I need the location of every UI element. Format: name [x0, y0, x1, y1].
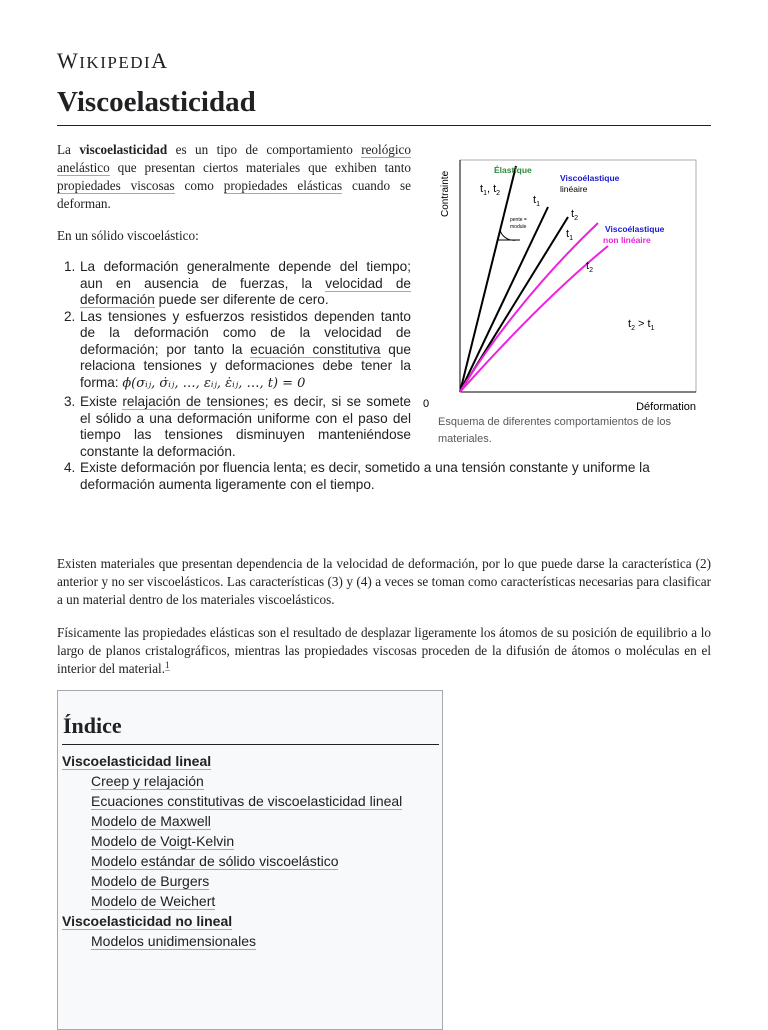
- t-sub: 1: [483, 190, 487, 197]
- toc-item-label: Modelo estándar de sólido viscoelástico: [91, 853, 339, 869]
- toc-item[interactable]: [62, 931, 440, 951]
- link-propiedades-elasticas[interactable]: propiedades elásticas: [223, 178, 343, 193]
- list-number: 3.: [64, 394, 76, 409]
- toc-list: [62, 751, 440, 951]
- toc-item-label: Modelos unidimensionales: [91, 933, 256, 949]
- y-axis-label: Contrainte: [440, 170, 451, 217]
- t-sub: 2: [631, 325, 635, 332]
- wikipedia-logo[interactable]: [57, 48, 169, 74]
- slope-label-1: pente =: [510, 217, 527, 223]
- elastic-label: Élastique: [494, 165, 532, 175]
- reference-link[interactable]: 1: [165, 659, 170, 670]
- link-propiedades-viscosas[interactable]: propiedades viscosas: [57, 178, 175, 193]
- toc-item-label: Modelo de Weichert: [91, 893, 216, 909]
- origin-label: 0: [423, 398, 430, 410]
- body-paragraph: Existen materiales que presentan dependencia de la velocidad de deformación, por lo que puede darse la característica (2) anterior y no ser viscoelásticos. Las características (3) y (4) a veces se toman como características necesarias para clasificar a un material dentro de los materiales viscoelásticos.: [57, 556, 711, 607]
- list-number: 1.: [64, 259, 76, 274]
- time-relation-label: $t_2 > t_1$: [628, 318, 655, 332]
- body-paragraph: [57, 624, 711, 678]
- list-item: [64, 309, 411, 393]
- toc-item-label: Modelo de Burgers: [91, 873, 210, 889]
- list-number: 4.: [64, 460, 76, 475]
- list-text: que relaciona tensiones y deformaciones debe tener la forma:: [80, 341, 411, 390]
- t-sub: 1: [569, 235, 573, 242]
- nonlinear-label-2: non linéaire: [603, 235, 651, 245]
- link-velocidad-deformacion[interactable]: velocidad de deformación: [80, 275, 411, 307]
- list-item: [64, 259, 411, 309]
- figure-caption: Esquema de diferentes comportamientos de los materiales.: [438, 416, 671, 445]
- list-item: [64, 460, 726, 493]
- intro-text: como: [174, 178, 224, 193]
- toc-item-label: Viscoelasticidad lineal: [62, 753, 212, 769]
- t-letter: t: [533, 194, 537, 206]
- list-text: Las tensiones y esfuerzos resistidos dependen tanto de la deformación como de la velocidad de deformación; por tanto la: [80, 308, 411, 357]
- page-title: Viscoelasticidad: [57, 86, 256, 118]
- constitutive-formula: ϕ(σᵢⱼ, σ̇ᵢⱼ, …, εᵢⱼ, ε̇ᵢⱼ, …, t) = 0: [122, 375, 306, 391]
- list-text: puede ser diferente de cero.: [154, 292, 329, 307]
- toc-title: Índice: [63, 713, 122, 738]
- intro-text: que presentan ciertos materiales que exhiben tanto: [109, 160, 411, 175]
- t-sub: 2: [589, 267, 593, 274]
- toc-item[interactable]: [62, 751, 440, 771]
- toc-item-label: Modelo de Voigt-Kelvin: [91, 833, 235, 849]
- intro-term: viscoelasticidad: [79, 142, 168, 157]
- toc-item[interactable]: [62, 811, 440, 831]
- title-divider: [57, 125, 711, 126]
- slope-label-2: module: [510, 224, 527, 230]
- t-letter: t: [647, 318, 651, 330]
- table-of-contents: [57, 690, 443, 1030]
- intro-text: La: [57, 142, 80, 157]
- logo-letter-a: A: [151, 48, 169, 73]
- toc-item-label: Modelo de Maxwell: [91, 813, 211, 829]
- nonlinear-label-1: Viscoélastique: [605, 224, 665, 234]
- list-text: ; es decir, si se somete el sólido a una deformación uniforme con el paso del tiempo las tensiones disminuyen manteniéndose constante la deformación.: [80, 394, 411, 459]
- intro-paragraph: [57, 141, 411, 213]
- t-letter: t: [571, 208, 575, 220]
- t-sub: 2: [574, 215, 578, 222]
- toc-item-label: Viscoelasticidad no lineal: [62, 913, 233, 929]
- t-sub: 2: [496, 190, 501, 197]
- body-text: Físicamente las propiedades elásticas son el resultado de desplazar ligeramente los átomos de su posición de equilibrio a lo largo de planos cristalográficos, mientras las propiedades viscosas proceden de la difusión de átomos o moléculas en el interior del material.: [57, 625, 711, 676]
- t-sub: 1: [650, 325, 655, 332]
- toc-item[interactable]: [62, 871, 440, 891]
- logo-letter-w: W: [57, 48, 80, 73]
- logo-letters: IKIPEDI: [79, 53, 152, 72]
- viscoelastic-behaviour-diagram[interactable]: [423, 155, 698, 417]
- link-anelastico[interactable]: anelástico: [57, 160, 110, 175]
- t-sub: 1: [536, 201, 540, 208]
- toc-item[interactable]: [62, 911, 440, 931]
- toc-item[interactable]: [62, 851, 440, 871]
- toc-item[interactable]: [62, 771, 440, 791]
- link-ecuacion-constitutiva[interactable]: ecuación constitutiva: [250, 341, 381, 357]
- t-letter: t: [566, 228, 570, 240]
- elastic-time-label: $t_1$, $t_2$: [480, 183, 501, 197]
- toc-item[interactable]: [62, 891, 440, 911]
- linear-label-2: linéaire: [560, 184, 588, 194]
- toc-item-label: Ecuaciones constitutivas de viscoelasticidad lineal: [91, 793, 403, 809]
- intro-text: cuando se deforman.: [57, 178, 411, 211]
- x-axis-label: Déformation: [636, 401, 696, 413]
- t-letter: t: [628, 318, 632, 330]
- link-relajacion-tensiones[interactable]: relajación de tensiones: [122, 394, 265, 409]
- list-text: Existe: [80, 394, 123, 409]
- list-item: [64, 394, 411, 460]
- t-letter: t: [480, 183, 484, 195]
- intro-text: es un tipo de comportamiento: [167, 142, 362, 157]
- toc-item-label: Creep y relajación: [91, 773, 204, 789]
- solid-intro: En un sólido viscoelástico:: [57, 228, 199, 243]
- toc-divider: [62, 744, 439, 745]
- linear-label-1: Viscoélastique: [560, 173, 620, 183]
- toc-item[interactable]: [62, 791, 440, 811]
- toc-item[interactable]: [62, 831, 440, 851]
- list-text: Existe deformación por fluencia lenta; es decir, sometido a una tensión constante y uniforme la deformación aumenta ligeramente con el tiempo.: [80, 460, 650, 492]
- list-number: 2.: [64, 308, 76, 324]
- t-letter: t: [493, 183, 497, 195]
- link-reologico[interactable]: reológico: [361, 142, 411, 157]
- list-text: La deformación generalmente depende del tiempo; aun en ausencia de fuerzas, la: [80, 259, 411, 291]
- t-letter: t: [586, 260, 590, 272]
